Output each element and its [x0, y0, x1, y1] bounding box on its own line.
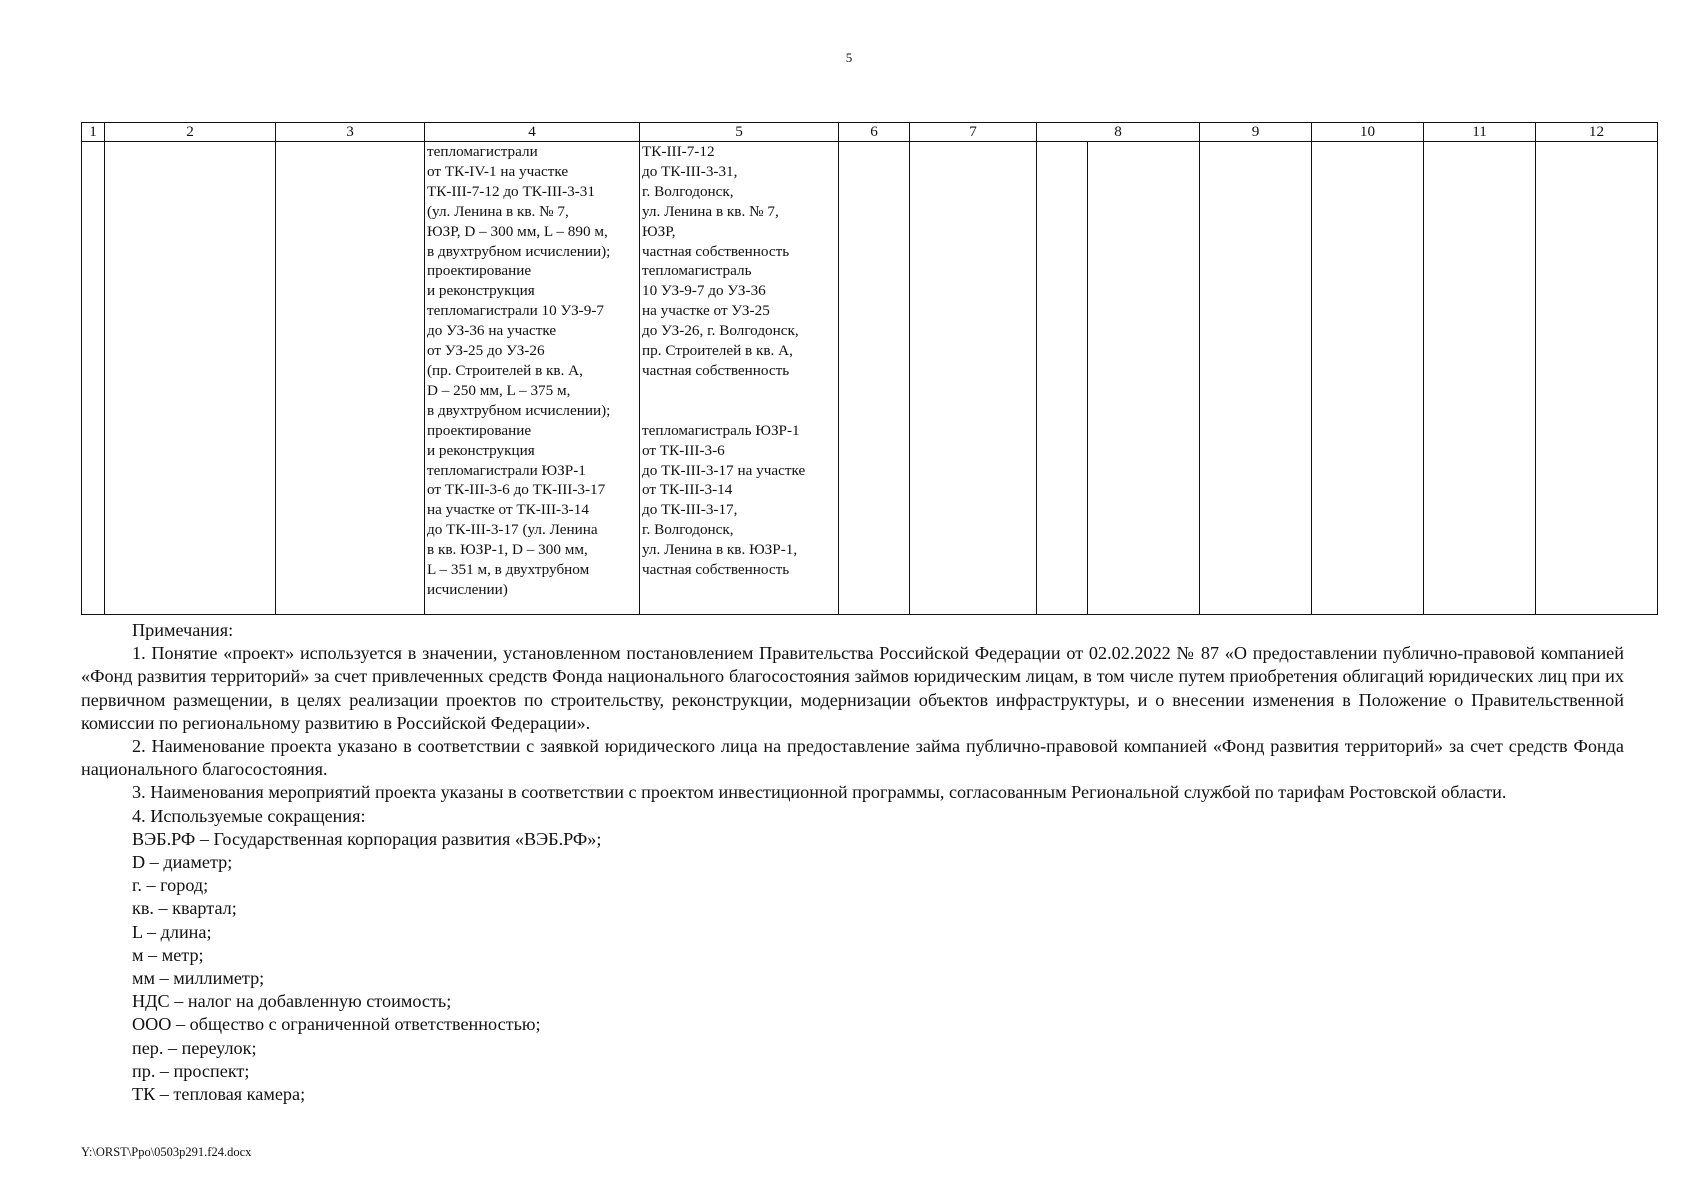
table-cell — [1200, 142, 1312, 615]
cell-line: тепломагистрали ЮЗР-1 — [427, 461, 586, 479]
cell-line: проектирование — [427, 262, 532, 280]
page-number: 5 — [845, 50, 853, 65]
abbreviation-item: мм – миллиметр; — [132, 968, 265, 989]
cell-line: ЮЗР, D – 300 мм, L – 890 м, — [427, 222, 608, 240]
cell-line: частная собственность — [642, 361, 790, 379]
table-cell-measures — [425, 142, 640, 615]
cell-line: г. Волгодонск, — [642, 521, 734, 539]
abbreviation-item: ООО – общество с ограниченной ответственностью; — [132, 1014, 541, 1035]
header-cell: 2 — [105, 123, 276, 142]
table-cell — [82, 142, 105, 615]
table-cell — [276, 142, 425, 615]
table-cell-objects — [640, 142, 839, 615]
table-cell — [910, 142, 1037, 615]
cell-line: и реконструкция — [427, 441, 535, 459]
cell-line: исчислении) — [427, 580, 508, 598]
cell-line: до УЗ-26, г. Волгодонск, — [642, 322, 799, 340]
cell-line: ЮЗР, — [642, 222, 676, 240]
cell-line — [642, 381, 836, 401]
cell-line: ул. Ленина в кв. ЮЗР-1, — [642, 541, 798, 559]
cell-line: от УЗ-25 до УЗ-26 — [427, 342, 545, 360]
table-cell — [1536, 142, 1658, 615]
cell-line: до ТК-III-3-17 на участке — [642, 461, 806, 479]
cell-line: тепломагистрали — [427, 143, 538, 160]
header-cell: 1 — [82, 123, 105, 142]
cell-line: частная собственность — [642, 561, 790, 579]
cell-line: проектирование — [427, 421, 532, 439]
cell-line: ул. Ленина в кв. № 7, — [642, 202, 779, 220]
cell-line: до ТК-III-3-17 (ул. Ленина — [427, 521, 598, 539]
cell-line: D – 250 мм, L – 375 м, — [427, 381, 571, 399]
abbreviation-item: пр. – проспект; — [132, 1060, 250, 1081]
cell-line: ТК-III-7-12 до ТК-III-3-31 — [427, 182, 595, 200]
cell-line: тепломагистраль ЮЗР-1 — [642, 421, 800, 439]
cell-line: тепломагистрали 10 УЗ-9-7 — [427, 302, 604, 320]
cell-line: в кв. ЮЗР-1, D – 300 мм, — [427, 541, 588, 559]
cell-line: пр. Строителей в кв. А, — [642, 342, 793, 360]
cell-line: до ТК-III-3-17, — [642, 501, 738, 519]
abbreviation-item: НДС – налог на добавленную стоимость; — [132, 991, 452, 1012]
cell-line: на участке от УЗ-25 — [642, 302, 770, 320]
cell-line: до ТК-III-3-31, — [642, 162, 738, 180]
table-cell — [105, 142, 276, 615]
header-cell: 9 — [1200, 123, 1312, 142]
data-table — [81, 122, 1658, 615]
cell-line: и реконструкция — [427, 282, 535, 300]
header-cell: 10 — [1312, 123, 1424, 142]
table-cell — [1312, 142, 1424, 615]
cell-line: ТК-III-7-12 — [642, 143, 715, 160]
cell-line: L – 351 м, в двухтрубном — [427, 561, 590, 579]
abbreviation-item: ВЭБ.РФ – Государственная корпорация развития «ВЭБ.РФ»; — [132, 828, 602, 849]
note-3: 3. Наименования мероприятий проекта указаны в соответствии с проектом инвестиционной программы, согласованным Региональной службой по тарифам Ростовской области. — [132, 782, 1507, 803]
cell-line: на участке от ТК-III-3-14 — [427, 501, 589, 519]
abbreviation-item: кв. – квартал; — [132, 898, 237, 919]
cell-line: от ТК-III-3-14 — [642, 481, 733, 499]
table-cell — [839, 142, 910, 615]
cell-line: частная собственность — [642, 242, 790, 260]
cell-line — [642, 401, 836, 421]
header-cell: 3 — [276, 123, 425, 142]
notes-title: Примечания: — [132, 620, 234, 640]
cell-line: 10 УЗ-9-7 до УЗ-36 — [642, 282, 766, 300]
notes-section — [81, 619, 1624, 1106]
header-cell: 6 — [839, 123, 910, 142]
table-header-row — [82, 123, 1658, 142]
abbreviation-item: г. – город; — [132, 875, 209, 896]
cell-line: в двухтрубном исчислении); — [427, 401, 611, 419]
table-row — [82, 142, 1658, 615]
header-cell: 11 — [1424, 123, 1536, 142]
abbreviation-item: D – диаметр; — [132, 852, 233, 873]
cell-line: (ул. Ленина в кв. № 7, — [427, 202, 569, 220]
table-cell — [1037, 142, 1088, 615]
note-4: 4. Используемые сокращения: — [132, 805, 366, 826]
cell-line: до УЗ-36 на участке — [427, 322, 557, 340]
abbreviation-item: пер. – переулок; — [132, 1037, 257, 1058]
abbreviation-item: ТК – тепловая камера; — [132, 1084, 306, 1105]
table-cell — [1424, 142, 1536, 615]
header-cell: 4 — [425, 123, 640, 142]
file-path-footer: Y:\ORST\Ppo\0503p291.f24.docx — [81, 1145, 252, 1159]
abbreviation-item: L – длина; — [132, 921, 212, 942]
header-cell: 12 — [1536, 123, 1658, 142]
cell-line: г. Волгодонск, — [642, 182, 734, 200]
note-2: 2. Наименование проекта указано в соответствии с заявкой юридического лица на предоставление займа публично-правовой компанией «Фонд развития территорий» за счет средств Фонда национального благосостояния. — [81, 736, 1624, 780]
header-cell: 5 — [640, 123, 839, 142]
table-cell — [1088, 142, 1200, 615]
cell-line: от ТК-IV-1 на участке — [427, 162, 569, 180]
cell-line: (пр. Строителей в кв. А, — [427, 361, 583, 379]
cell-line: тепломагистраль — [642, 262, 752, 280]
note-1: 1. Понятие «проект» используется в значении, установленном постановлением Правительства Российской Федерации от 02.02.2022 № 87 «О предоставлении публично-правовой компанией «Фонд развития территорий» за счет привлеченных средств Фонда национального благосостояния займов юридическим лицам, в том числе путем приобретения облигаций юридических лиц при их первичном размещении, в целях реализации проектов по строительству, реконструкции, модернизации объектов инфраструктуры, и о внесении изменения в Положение о Правительственной комиссии по региональному развитию в Российской Федерации». — [81, 643, 1624, 733]
cell-line: в двухтрубном исчислении); — [427, 242, 611, 260]
header-cell: 8 — [1037, 123, 1200, 142]
cell-line: от ТК-III-3-6 до ТК-III-3-17 — [427, 481, 606, 499]
abbreviation-item: м – метр; — [132, 944, 204, 965]
header-cell: 7 — [910, 123, 1037, 142]
cell-line: от ТК-III-3-6 — [642, 441, 725, 459]
